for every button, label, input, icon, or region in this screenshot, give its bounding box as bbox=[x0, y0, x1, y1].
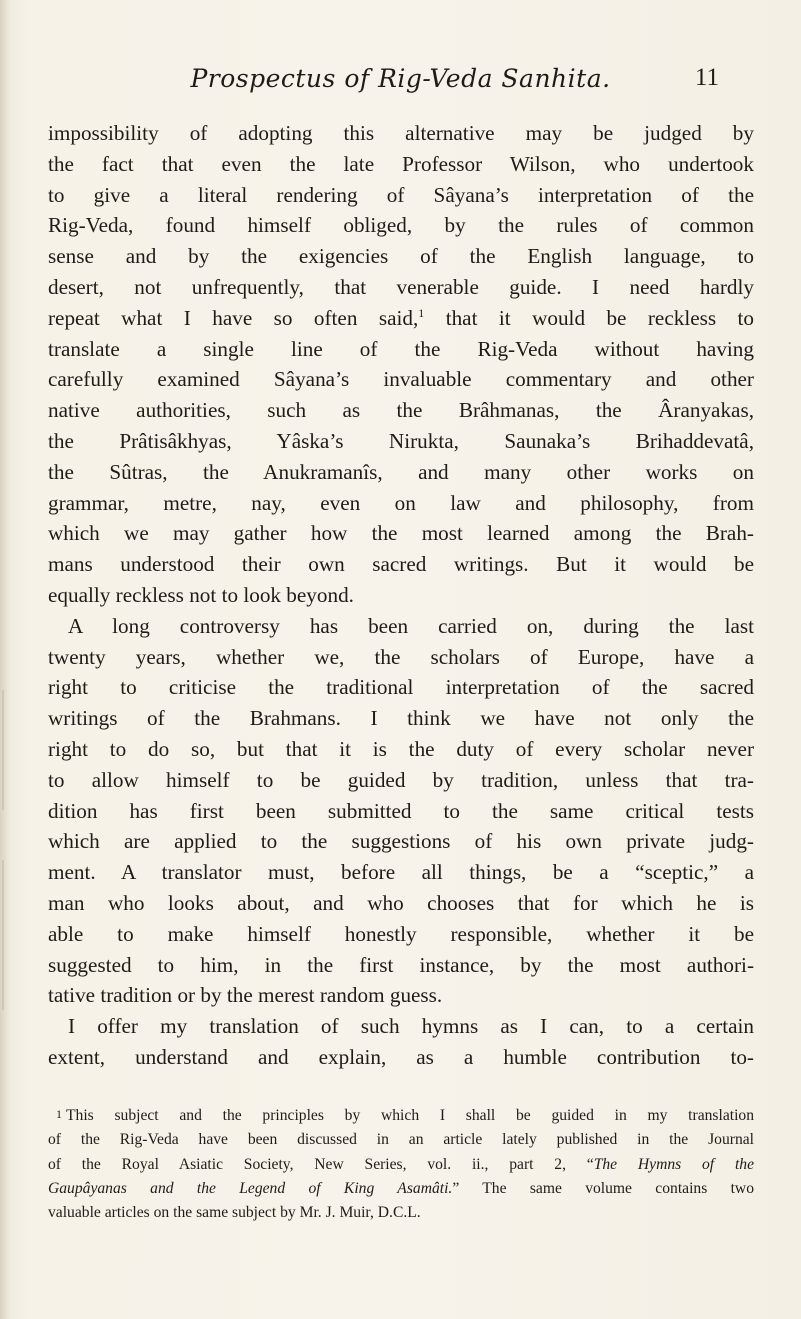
footnote-marker: 1 bbox=[56, 1107, 62, 1121]
footnote-line: This subject and the principles by which I shall be guided in my translation bbox=[66, 1107, 754, 1124]
text-line: translate a single line of the Rig-Veda without having bbox=[48, 336, 754, 361]
text-line: the fact that even the late Professor Wilson, who undertook bbox=[48, 151, 754, 176]
text-segment: that it would be reckless to bbox=[424, 305, 754, 330]
footnote-italic-title: Gaupâyanas and the Legend of King Asamâti. bbox=[48, 1179, 453, 1197]
text-line: dition has first been submitted to the same critical tests bbox=[48, 798, 754, 823]
text-line: which are applied to the suggestions of his own private judg- bbox=[48, 829, 754, 854]
text-line: Rig-Veda, found himself obliged, by the rules of common bbox=[48, 213, 754, 238]
footnote bbox=[48, 1104, 754, 1225]
text-line: grammar, metre, nay, even on law and philosophy, from bbox=[48, 490, 754, 515]
text-line: carefully examined Sâyana’s invaluable commentary and other bbox=[48, 367, 754, 392]
text-line: native authorities, such as the Brâhmanas, the Âranyakas, bbox=[48, 398, 754, 423]
text-line: A long controversy has been carried on, during the last bbox=[68, 613, 754, 638]
text-line bbox=[48, 303, 754, 334]
text-line: writings of the Brahmans. I think we have not only the bbox=[48, 706, 754, 731]
text-line: suggested to him, in the first instance, by the most authori- bbox=[48, 952, 754, 977]
text-line: which we may gather how the most learned among the Brah- bbox=[48, 521, 754, 546]
text-segment: repeat what I have so often said, bbox=[48, 305, 419, 330]
page-gutter-shadow bbox=[0, 0, 10, 1319]
footnote-line: valuable articles on the same subject by Mr. J. Muir, D.C.L. bbox=[48, 1204, 421, 1222]
text-line: the Sûtras, the Anukramanîs, and many other works on bbox=[48, 459, 754, 484]
footnote-reference[interactable]: 1 bbox=[418, 305, 425, 320]
text-line: impossibility of adopting this alternative may be judged by bbox=[48, 121, 754, 145]
footnote-line: of the Rig-Veda have been discussed in an article lately published in the Journal bbox=[48, 1131, 754, 1149]
footnote-segment: of the Royal Asiatic Society, New Series, vol. ii., part 2, “ bbox=[48, 1155, 594, 1173]
text-line: tative tradition or by the merest random guess. bbox=[48, 983, 443, 1008]
text-line: man who looks about, and who chooses that for which he is bbox=[48, 890, 754, 915]
text-line: equally reckless not to look beyond. bbox=[48, 582, 354, 607]
text-line: able to make himself honestly responsible, whether it be bbox=[48, 921, 754, 946]
text-line: to allow himself to be guided by tradition, unless that tra- bbox=[48, 767, 754, 792]
footnote-line bbox=[48, 1153, 754, 1177]
page-edge-mark bbox=[2, 860, 4, 1010]
body-text bbox=[48, 118, 754, 1073]
text-line: right to criticise the traditional interpretation of the sacred bbox=[48, 675, 754, 700]
running-title: Prospectus of Rig-Veda Sanhita. bbox=[190, 64, 611, 93]
text-line: the Prâtisâkhyas, Yâska’s Nirukta, Saunaka’s Brihaddevatâ, bbox=[48, 428, 754, 453]
page-number: 11 bbox=[694, 64, 719, 91]
footnote-line bbox=[48, 1177, 754, 1201]
text-line: ment. A translator must, before all things, be a “sceptic,” a bbox=[48, 860, 754, 885]
text-line: sense and by the exigencies of the English language, to bbox=[48, 244, 754, 269]
text-line: mans understood their own sacred writings. But it would be bbox=[48, 552, 754, 577]
footnote-italic-title: The Hymns of the bbox=[593, 1155, 754, 1173]
text-line: desert, not unfrequently, that venerable guide. I need hardly bbox=[48, 274, 754, 299]
footnote-segment: ” The same volume contains two bbox=[452, 1179, 754, 1197]
text-line: right to do so, but that it is the duty of every scholar never bbox=[48, 736, 754, 761]
page-edge-mark bbox=[2, 690, 4, 810]
text-line: extent, understand and explain, as a humble contribution to- bbox=[48, 1044, 754, 1069]
text-line: to give a literal rendering of Sâyana’s interpretation of the bbox=[48, 182, 754, 207]
running-header bbox=[0, 62, 801, 102]
text-line: I offer my translation of such hymns as I can, to a certain bbox=[68, 1014, 754, 1039]
text-line: twenty years, whether we, the scholars of Europe, have a bbox=[48, 644, 754, 669]
